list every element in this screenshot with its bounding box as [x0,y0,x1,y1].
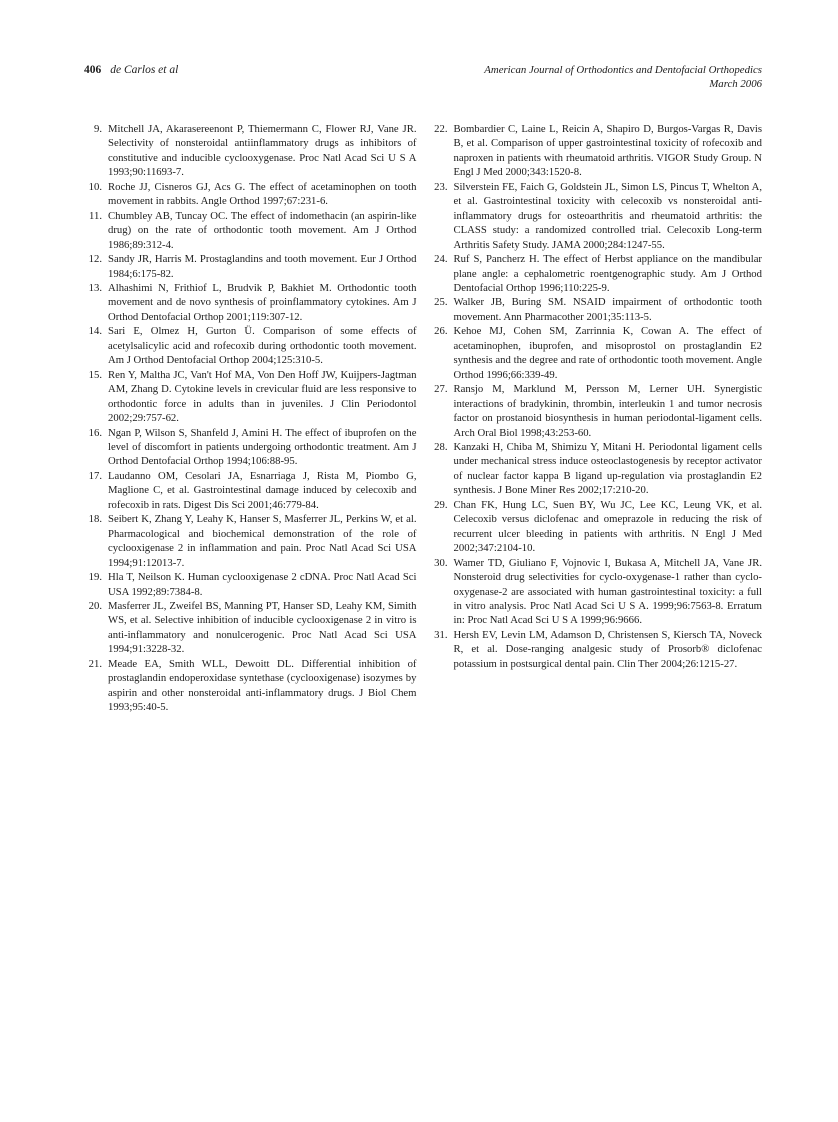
reference-number: 23. [434,180,448,193]
page-number: 406 [84,64,102,76]
reference-number: 26. [434,325,448,338]
reference-text: Sandy JR, Harris M. Prostaglandins and tooth movement. Eur J Orthod 1984;6:175-82. [108,253,417,280]
reference-number: 19. [88,571,102,584]
reference-number: 28. [434,440,448,453]
references-left-column [84,122,417,715]
reference-number: 13. [88,281,102,294]
reference-text: Ransjo M, Marklund M, Persson M, Lerner UH. Synergistic interactions of bradykinin, thrombin, interleukin 1 and tumor necrosis factor on prostanoid biosynthesis in human periodontal-ligament cells. Arch Oral Biol 1998;43:253-60. [453,383,762,439]
references-right-column [430,122,763,715]
reference-number: 16. [88,426,102,439]
reference-item [84,209,417,252]
reference-number: 30. [434,556,448,569]
reference-text: Ren Y, Maltha JC, Van't Hof MA, Von Den Hoff JW, Kuijpers-Jagtman AM, Zhang D. Cytokine levels in crevicular fluid are less responsive to orthodontic force in adults than in juveniles. J Clin Periodontol 2002;29:757-62. [108,368,417,425]
reference-text: Roche JJ, Cisneros GJ, Acs G. The effect of acetaminophen on tooth movement in rabbits. Angle Orthod 1997;67:231-6. [108,180,417,208]
reference-item [430,440,763,498]
reference-text: Mitchell JA, Akarasereenont P, Thiemermann C, Flower RJ, Vane JR. Selectivity of nonsteroidal antiinflammatory drugs as inhibitors of constitutive and inducible cyclooxygenase. Proc Natl Acad Sci U S A 1993;90:11693-7. [108,123,417,179]
reference-text: Kanzaki H, Chiba M, Shimizu Y, Mitani H. Periodontal ligament cells under mechanical stress induce osteoclastogenesis by receptor activator of nuclear factor kappa B ligand up-regulation via prostaglandin E2 synthesis. J Bone Miner Res 2002;17:210-20. [453,440,762,497]
reference-text: Chan FK, Hung LC, Suen BY, Wu JC, Lee KC, Leung VK, et al. Celecoxib versus diclofenac and omeprazole in reducing the risk of recurrent ulcer bleeding in patients with arthritis. N Engl J Med 2002;347:2104-10. [453,498,762,555]
reference-text: Hersh EV, Levin LM, Adamson D, Christensen S, Kiersch TA, Noveck R, et al. Dose-ranging analgesic study of Prosorb® diclofenac potassium in postsurgical dental pain. Clin Ther 2004;26:1215-27. [453,628,762,670]
journal-title: American Journal of Orthodontics and Dentofacial Orthopedics [484,64,762,76]
reference-text: Walker JB, Buring SM. NSAID impairment of orthodontic tooth movement. Ann Pharmacother 2001;35:113-5. [453,296,762,323]
reference-item [430,628,763,671]
reference-item [84,570,417,599]
reference-number: 25. [434,296,448,309]
reference-text: Meade EA, Smith WLL, Dewoitt DL. Differential inhibition of prostaglandin endoperoxidase syntethase (cyclooxigenase) isozymes by aspirin and other nonsteroidal anti-inflammatory drugs. J Biol Chem 1993;95:40-5. [108,657,417,714]
reference-item [84,599,417,657]
reference-text: Alhashimi N, Frithiof L, Brudvik P, Bakhiet M. Orthodontic tooth movement and de novo synthesis of proinflammatory cytokines. Am J Orthod Dentofacial Orthop 2001;119:307-12. [108,281,417,323]
reference-item [84,657,417,715]
reference-text: Bombardier C, Laine L, Reicin A, Shapiro D, Burgos-Vargas R, Davis B, et al. Comparison of upper gastrointestinal toxicity of rofecoxib and naproxen in patients with rheumatoid arthritis. VIGOR Study Group. N Engl J Med 2000;343:1520-8. [453,123,762,179]
reference-number: 29. [434,498,448,511]
reference-text: Ngan P, Wilson S, Shanfeld J, Amini H. The effect of ibuprofen on the level of discomfort in patients undergoing orthodontic treatment. Am J Orthod Dentofacial Orthop 1994;106:88-95. [108,426,417,468]
issue-date: March 2006 [709,78,762,90]
reference-number: 22. [434,123,448,135]
reference-item [430,382,763,440]
reference-number: 14. [88,325,102,338]
reference-number: 24. [434,253,448,266]
header-left [84,63,178,77]
reference-item [84,122,417,180]
reference-item [430,295,763,324]
reference-item [84,368,417,426]
references-section [84,122,762,715]
reference-number: 17. [88,469,102,482]
reference-text: Hla T, Neilson K. Human cyclooxigenase 2 cDNA. Proc Natl Acad Sci USA 1992;89:7384-8. [108,571,417,598]
reference-text: Seibert K, Zhang Y, Leahy K, Hanser S, Masferrer JL, Perkins W, et al. Pharmacological and biochemical demonstration of the role of cyclooxigenase 2 in inflammation and pain. Proc Natl Acad Sci USA 1994;91:12013-7. [108,513,417,569]
reference-number: 12. [88,253,102,266]
reference-item [84,426,417,469]
reference-item [84,180,417,209]
reference-item [430,556,763,628]
reference-text: Silverstein FE, Faich G, Goldstein JL, Simon LS, Pincus T, Whelton A, et al. Gastrointestinal toxicity with celecoxib vs nonsteroidal anti-inflammatory drugs for osteoarthritis and rheumatoid arthritis: the CLASS study: a randomized controlled trial. Celecoxib Long-term Arthritis Safety Study. JAMA 2000;284:1247-55. [453,180,762,251]
reference-text: Masferrer JL, Zweifel BS, Manning PT, Hanser SD, Leahy KM, Simith WS, et al. Selective inhibition of inducible cyclooxigenase 2 in vitro is anti-inflammatory and nonulcerogenic. Proc Natl Acad Sci USA 1994;91:3228-32. [108,599,417,656]
reference-item [430,122,763,180]
reference-number: 15. [88,368,102,381]
reference-item [430,180,763,252]
reference-item [430,252,763,295]
reference-item [430,324,763,382]
reference-number: 18. [88,513,102,526]
reference-item [84,324,417,367]
reference-number: 11. [89,209,102,222]
reference-number: 20. [88,599,102,612]
reference-number: 27. [434,383,448,396]
reference-number: 9. [93,123,102,135]
reference-number: 10. [88,180,102,193]
running-author: de Carlos et al [110,64,179,76]
reference-item [84,281,417,324]
reference-number: 21. [88,657,102,670]
reference-text: Ruf S, Pancherz H. The effect of Herbst appliance on the mandibular plane angle: a cephalometric roentgenographic study. Am J Orthod Dentofacial Orthop 1996;110:225-9. [453,253,762,294]
reference-item [84,512,417,570]
reference-text: Sari E, Olmez H, Gurton Ü. Comparison of some effects of acetylsalicylic acid and rofecoxib during orthodontic tooth movement. Am J Orthod Dentofacial Orthop 2004;125:310-5. [108,325,417,367]
reference-item [84,252,417,281]
page-header [84,63,762,91]
reference-text: Wamer TD, Giuliano F, Vojnovic I, Bukasa A, Mitchell JA, Vane JR. Nonsteroid drug selectivities for cyclo-oxygenase-1 rather than cyclo-oxygenase-2 are associated with human gastrointestinal toxicity: a full in vitro analysis. Proc Natl Acad Sci U S A. 1999;96:7563-8. Erratum in: Proc Natl Acad Sci U S A 1999;96:9666. [453,556,762,627]
header-right [484,63,762,91]
reference-number: 31. [434,628,448,641]
reference-text: Kehoe MJ, Cohen SM, Zarrinnia K, Cowan A. The effect of acetaminophen, ibuprofen, and misoprostol on prostaglandin E2 synthesis and the degree and rate of orthodontic tooth movement. Angle Orthod 1996;66:339-49. [453,325,762,381]
reference-text: Laudanno OM, Cesolari JA, Esnarriaga J, Rista M, Piombo G, Maglione C, et al. Gastrointestinal damage induced by celecoxib and rofecoxib in rats. Digest Dis Sci 2001;46:779-84. [108,469,417,511]
reference-text: Chumbley AB, Tuncay OC. The effect of indomethacin (an aspirin-like drug) on the rate of orthodontic tooth movement. Am J Orthod 1986;89:312-4. [108,209,417,251]
reference-item [84,469,417,512]
reference-item [430,498,763,556]
